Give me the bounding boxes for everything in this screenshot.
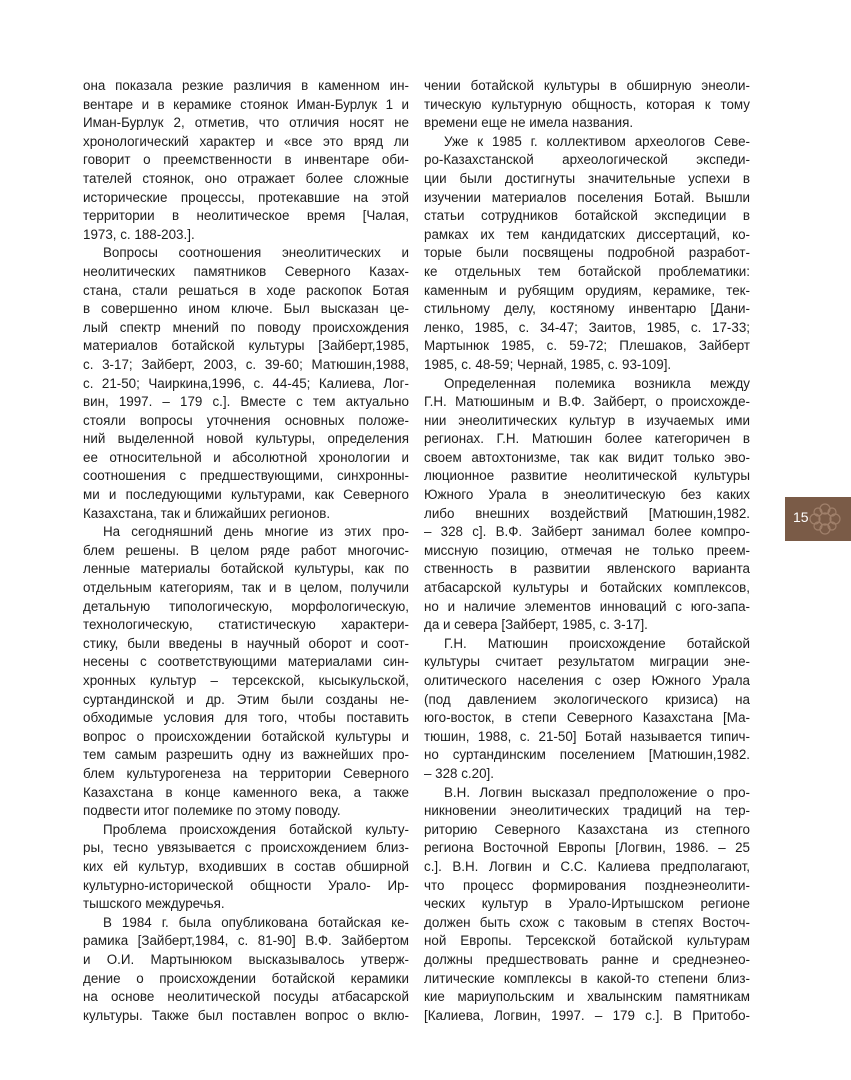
left-column (83, 77, 409, 1025)
page-number: 15 (793, 509, 809, 525)
text-line: материалов ботайской культуры [Зайберт,1985, (83, 338, 409, 354)
text-line: – 328 с]. В.Ф. Зайберт занимал более компро- (424, 524, 750, 540)
text-line: тем самым разрешить одну из важнейших про- (83, 747, 409, 763)
text-line: Казахстана, так и ближайших регионов. (83, 505, 331, 521)
text-line: на основе неолитической посуды атбасарской (83, 989, 409, 1005)
text-line: либо внешних воздействий [Матюшин,1982. (424, 505, 750, 521)
text-line: Определенная полемика возникла между (444, 375, 750, 391)
text-line: что процесс формирования позднеэнеолити- (424, 877, 750, 893)
text-line: вопрос о происхождении ботайской культуры и (83, 728, 409, 744)
text-line: должны предшествовать ранне и среднеэнео- (424, 951, 750, 967)
text-line: ры, тесно увязывается с происхождением близ- (83, 840, 409, 856)
text-line: нии энеолитических культур в изучаемых ими (424, 412, 750, 428)
text-line: говорит о преемственности в инвентаре оби- (83, 152, 409, 168)
text-line: блем решены. В целом ряде работ многочис- (83, 542, 409, 558)
text-line: обходимые условия для того, чтобы поставить (83, 710, 409, 726)
text-line: чении ботайской культуры в обширную энеоли- (424, 78, 750, 93)
text-line: ро-Казахстанской археологической экспеди- (424, 152, 750, 168)
text-line: отдельным категориям, так и в целом, получили (83, 580, 409, 596)
text-line: Вопросы соотношения энеолитических и (103, 245, 409, 261)
text-line: ких ей культур, входивших в состав обширной (83, 858, 409, 874)
text-line: региона Восточной Европы [Логвин, 1986. – 25 (424, 840, 750, 856)
text-line: но суртандинским поселением [Матюшин,1982. (424, 747, 750, 763)
text-line: культурно-исторической общности Урало- Ир- (83, 877, 409, 893)
text-line: хронологический характер и «все это вряд ли (83, 133, 409, 149)
text-line: несены с соответствующими материалами син- (83, 654, 409, 670)
text-line: тателей стоянок, оно отражает более сложные (83, 170, 409, 186)
text-line: технологическую, статистическую характери- (83, 617, 409, 633)
text-line: ленные материалы ботайской культуры, как по (83, 561, 409, 577)
text-line: с. 21-50; Чаиркина,1996, с. 44-45; Калиева, Лог- (83, 375, 409, 391)
text-line: тюшин, 1988, с. 21-50] Ботай называется типич- (424, 728, 750, 744)
text-line: суртандинской и др. Этим были созданы не- (83, 691, 409, 707)
right-column (424, 77, 750, 1025)
text-line: культуры. Также был поставлен вопрос о вклю- (83, 1007, 409, 1023)
text-line: культуры считает результатом миграции эне- (424, 654, 750, 670)
text-line: литические комплексы в какой-то степени близ- (424, 970, 750, 986)
text-line: регионах. Г.Н. Матюшин более категоричен в (424, 431, 750, 447)
text-line: но и наличие элементов инноваций с юго-запа- (424, 598, 750, 614)
text-line: риторию Северного Казахстана из степного (424, 821, 750, 837)
text-line: в совершенно ином ключе. Был высказан це- (83, 301, 409, 317)
text-line: тическую культурную общность, которая к тому (424, 96, 750, 112)
text-line: рамика [Зайберт,1984, с. 81-90] В.Ф. Зайбертом (83, 933, 409, 949)
text-line: торые были посвящены подробной разработ- (424, 245, 750, 261)
text-line: она показала резкие различия в каменном ин- (83, 78, 409, 93)
text-line: детальную типологическую, морфологическую, (83, 598, 409, 614)
text-line: стана, стали решаться в ходе раскопок Ботая (83, 282, 409, 298)
text-line: изучении материалов поселения Ботай. Вышли (424, 189, 750, 205)
text-line: ции были достигнуты значительные успехи в (424, 170, 750, 186)
text-line: Г.Н. Матюшиным и В.Ф. Зайберт, о происхожде- (424, 394, 750, 410)
text-line: с. 3-17; Зайберт, 2003, с. 39-60; Матюшин,1988, (83, 356, 409, 372)
text-line: хронных культур – терсекской, кысыкульской, (83, 673, 409, 688)
text-line: Иман-Бурлук 2, отметив, что отличия носят не (83, 115, 409, 131)
text-line: В.Н. Логвин высказал предположение о про- (444, 784, 750, 800)
text-line: и О.И. Мартынюком высказывалось утверж- (83, 951, 409, 967)
text-line: блем культурогенеза на территории Северного (83, 765, 409, 781)
text-line: лый спектр мнений по поводу происхождения (83, 319, 409, 335)
text-line: ленко, 1985, с. 34-47; Заитов, 1985, с. 17-33; (424, 319, 750, 335)
text-line: никновении энеолитических традиций на тер- (424, 803, 750, 819)
text-line: атбасарской культуры и ботайских комплексов, (424, 580, 750, 596)
text-line: (под давлением экологического кризиса) на (424, 691, 750, 707)
text-line: ее относительной и абсолютной хронологии и (83, 449, 409, 465)
text-line: дение о происхождении ботайской керамики (83, 970, 409, 986)
text-line: ственность в развитии явленского варианта (424, 561, 750, 577)
text-line: стояли вопросы уточнения основных положе- (83, 412, 409, 428)
text-line: Уже к 1985 г. коллективом археологов Севе- (444, 133, 750, 149)
text-line: должен быть схож с таковым в степях Восточ- (424, 914, 750, 930)
text-line: 1985, с. 48-59; Чернай, 1985, с. 93-109]. (424, 356, 672, 372)
text-line: каменным и рубящим орудиям, керамике, тек- (424, 282, 750, 298)
text-line: юго-восток, в степи Северного Казахстана [Ма- (424, 710, 750, 726)
text-line: рамках их тем кандидатских диссертаций, ко- (424, 226, 750, 242)
text-line: тышского междуречья. (83, 896, 225, 912)
text-line: Проблема происхождения ботайской культу- (103, 821, 409, 837)
text-line: вентаре и в керамике стоянок Иман-Бурлук 1 и (83, 96, 409, 112)
text-line: ми и последующими культурами, как Северного (83, 487, 409, 503)
text-line: ке отдельных тем ботайской проблематики: (424, 263, 750, 279)
text-line: Г.Н. Матюшин происхождение ботайской (444, 635, 750, 651)
text-line: кие мариупольским и хвалынским памятникам (424, 989, 750, 1005)
text-line: соотношения с предшествующими, синхронны- (83, 468, 409, 484)
text-line: Мартынюк 1985, с. 59-72; Плешаков, Зайберт (424, 338, 750, 354)
text-line: исторические процессы, протекавшие на этой (83, 189, 409, 205)
text-line: [Калиева, Логвин, 1997. – 179 с.]. В Притобо- (424, 1007, 750, 1023)
text-line: с.]. В.Н. Логвин и С.С. Калиева предполагают, (424, 858, 750, 874)
text-line: неолитических памятников Северного Казах- (83, 263, 409, 279)
text-line: В 1984 г. была опубликована ботайская ке- (103, 914, 409, 930)
text-line: статьи сотрудников ботайской экспедиции в (424, 208, 750, 224)
text-line: На сегодняшний день многие из этих про- (103, 524, 409, 540)
text-line: да и севера [Зайберт, 1985, с. 3-17]. (424, 617, 648, 633)
text-line: Казахстана в конце каменного века, а также (83, 784, 409, 800)
text-line: территории в неолитическое время [Чалая, (83, 208, 409, 224)
text-line: 1973, с. 188-203.]. (83, 226, 195, 242)
text-line: стику, были введены в научный оборот и соот- (83, 635, 409, 651)
text-line: люционное развитие неолитической культуры (424, 468, 750, 484)
text-line: – 328 с.20]. (424, 765, 494, 781)
text-line: ной Европы. Терсекской ботайской культурам (424, 933, 750, 949)
text-line: времени еще не имела названия. (424, 115, 634, 131)
text-line: подвести итог полемике по этому поводу. (83, 803, 341, 819)
text-line: ческих культур в Урало-Иртышском регионе (424, 896, 750, 912)
text-line: вин, 1997. – 179 с.]. Вместе с тем актуально (83, 394, 409, 410)
page-number-tab (785, 497, 851, 541)
text-line: Южного Урала в энеолитическую без каких (424, 487, 750, 503)
text-line: олитического населения с озер Южного Урала (424, 673, 750, 688)
text-line: миссную позицию, отмечая не только преем- (424, 542, 750, 558)
text-line: ний выделенной новой культуры, определения (83, 431, 409, 447)
text-line: своем автохтонизме, так как видит только эво- (424, 449, 750, 465)
text-line: стильному делу, костяному инвентарю [Дани- (424, 301, 750, 317)
